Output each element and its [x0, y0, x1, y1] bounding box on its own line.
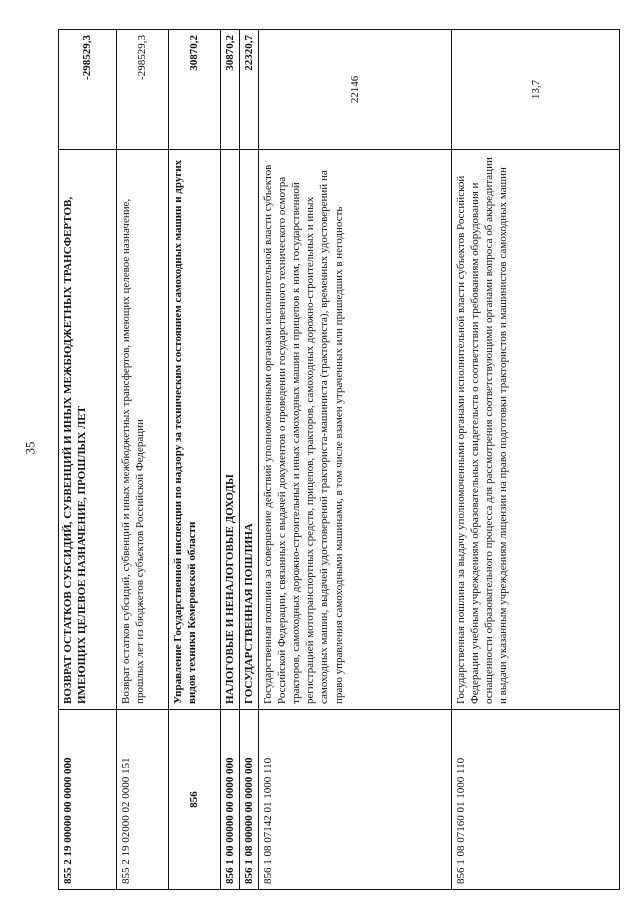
row-code: 856 — [169, 710, 221, 890]
row-amount: 30870,2 — [221, 30, 240, 150]
table-row — [169, 30, 221, 890]
page-number: 35 — [22, 441, 38, 455]
budget-revenue-table — [58, 29, 620, 890]
row-amount: 22146 — [259, 30, 452, 150]
row-name: Государственная пошлина за выдачу уполномоченными органами исполнительной власти субъектов Российской Федерации учебным учреждениям образовательных свидетельств о соответствии требованиям оборудования и оснащенности образовательного процесса для рассмотрения соответствующими органами вопроса об аккредитации и выдачи указанным учреждениям лицензии на право подготовки трактористов и машинистов самоходных машин — [452, 150, 620, 710]
row-amount: 30870,2 — [169, 30, 221, 150]
row-amount: -298529,3 — [59, 30, 117, 150]
row-name: Управление Государственной инспекции по надзору за техническим состоянием самоходных машин и других видов техники Кемеровской области — [169, 150, 221, 710]
row-code: 856 1 08 07160 01 1000 110 — [452, 710, 620, 890]
row-code: 856 1 08 00000 00 0000 000 — [240, 710, 259, 890]
table-row — [59, 30, 117, 890]
table-row — [221, 30, 240, 890]
row-name: Государственная пошлина за совершение действий уполномоченными органами исполнительной власти субъектов Российской Федерации, связанных с выдачей документов о проведении государственного технического осмотра тракторов, самоходных дорожно-строительных и иных самоходных машин и прицепов к ним, государственной регистрацией мототранспортных средств, прицепов, тракторов, самоходных дорожно-строительных и иных самоходных машин, выдачей удостоверений тракториста-машиниста (тракториста), временных удостоверений на право управления самоходными машинами, в том числе взамен утраченных или пришедших в негодность — [259, 150, 452, 710]
row-amount: -298529,3 — [117, 30, 169, 150]
row-code: 856 1 00 00000 00 0000 000 — [221, 710, 240, 890]
rotated-page-content — [58, 30, 613, 890]
row-name: ВОЗВРАТ ОСТАТКОВ СУБСИДИЙ, СУБВЕНЦИЙ И ИНЫХ МЕЖБЮДЖЕТНЫХ ТРАНСФЕРТОВ, ИМЕЮЩИХ ЦЕЛЕВОЕ НАЗНАЧЕНИЕ, ПРОШЛЫХ ЛЕТ — [59, 150, 117, 710]
row-name: НАЛОГОВЫЕ И НЕНАЛОГОВЫЕ ДОХОДЫ — [221, 150, 240, 710]
table-row — [117, 30, 169, 890]
row-code: 855 2 19 02000 02 0000 151 — [117, 710, 169, 890]
table-row — [452, 30, 620, 890]
budget-table-rotated — [58, 30, 613, 890]
row-amount: 13,7 — [452, 30, 620, 150]
table-row — [240, 30, 259, 890]
row-code: 856 1 08 07142 01 1000 110 — [259, 710, 452, 890]
row-name: Возврат остатков субсидий, субвенций и иных межбюджетных трансфертов, имеющих целевое назначение, прошлых лет из бюджетов субъектов Российской Федерации — [117, 150, 169, 710]
table-row — [259, 30, 452, 890]
row-name: ГОСУДАРСТВЕННАЯ ПОШЛИНА — [240, 150, 259, 710]
row-amount: 22320,7 — [240, 30, 259, 150]
row-code: 855 2 19 00000 00 0000 000 — [59, 710, 117, 890]
